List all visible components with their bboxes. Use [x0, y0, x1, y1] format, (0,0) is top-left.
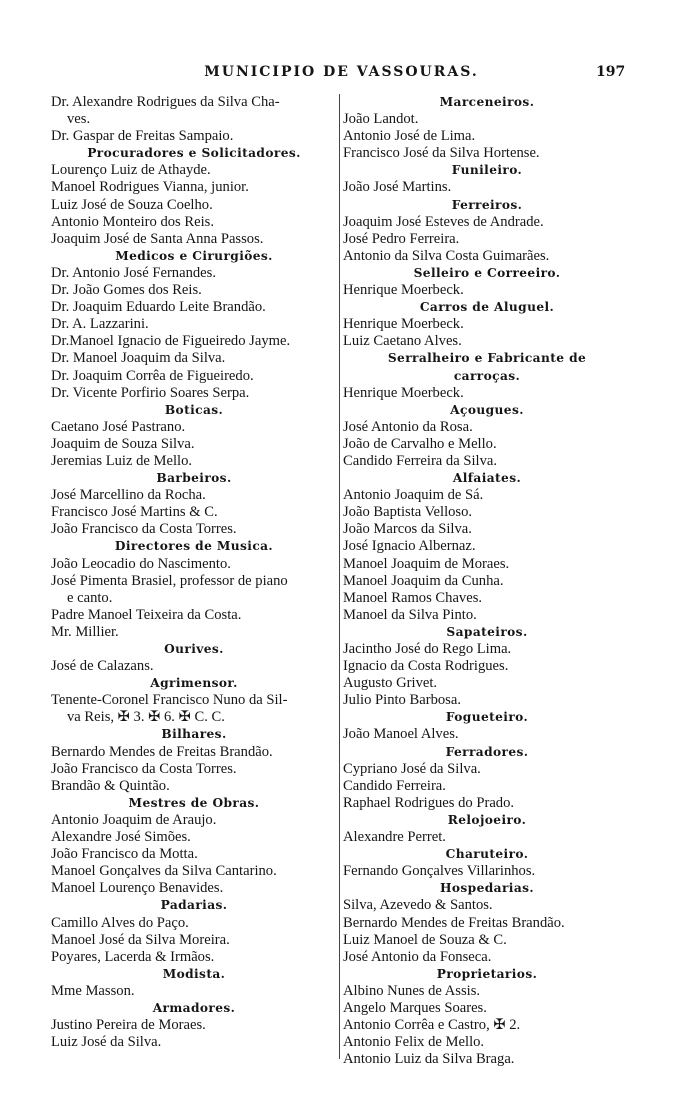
section-heading: Ourives. [164, 642, 224, 656]
directory-entry: José Antonio da Fonseca. [343, 948, 492, 965]
directory-entry: Tenente-Coronel Francisco Nuno da Sil- [51, 692, 288, 709]
section-heading: Sapateiros. [446, 624, 528, 639]
directory-entry: Angelo Marques Soares. [343, 999, 487, 1016]
section-heading: Medicos e Cirurgiões. [115, 248, 273, 263]
directory-entry: Justino Pereira de Moraes. [51, 1017, 206, 1034]
directory-entry: Henrique Moerbeck. [343, 316, 464, 333]
section-heading: Bilhares. [161, 727, 227, 742]
directory-entry: Dr. Antonio José Fernandes. [51, 264, 216, 281]
directory-entry: e canto. [67, 589, 113, 606]
directory-entry: Luiz Caetano Alves. [343, 333, 462, 350]
directory-entry: Candido Ferreira da Silva. [343, 452, 498, 469]
directory-entry: Manoel Lourenço Benavides. [51, 880, 224, 897]
directory-entry: João Marcos da Silva. [343, 521, 472, 538]
directory-entry: ves. [67, 111, 91, 128]
directory-entry: Ignacio da Costa Rodrigues. [343, 658, 509, 675]
directory-entry: João Baptista Velloso. [343, 504, 473, 521]
directory-entry: Jeremias Luiz de Mello. [51, 452, 193, 469]
directory-entry: Antonio Corrêa e Castro, ✠ 2. [343, 1017, 521, 1034]
right-column [343, 94, 631, 1068]
section-heading: Procuradores e Solicitadores. [87, 146, 301, 161]
section-heading: Relojoeiro. [447, 812, 527, 827]
section-heading: Armadores. [152, 1000, 236, 1015]
page-title: MUNICIPIO DE VASSOURAS. [204, 64, 479, 80]
directory-entry: João Francisco da Motta. [51, 846, 198, 863]
section-heading: Mestres de Obras. [128, 795, 260, 810]
directory-entry: Julio Pinto Barbosa. [343, 692, 461, 709]
directory-entry: João José Martins. [343, 179, 452, 196]
directory-entry: Camillo Alves do Paço. [51, 914, 189, 931]
directory-entry: Manoel Ramos Chaves. [343, 589, 483, 606]
directory-entry: Luiz José da Silva. [51, 1034, 162, 1051]
directory-entry: Joaquim José de Santa Anna Passos. [51, 230, 264, 247]
directory-entry: Henrique Moerbeck. [343, 384, 464, 401]
section-heading: Funileiro. [451, 163, 523, 178]
directory-entry: Dr. Gaspar de Freitas Sampaio. [51, 128, 234, 145]
directory-entry: José Pedro Ferreira. [343, 230, 460, 247]
section-heading: Boticas. [164, 402, 224, 417]
directory-entry: João Francisco da Costa Torres. [51, 760, 237, 777]
directory-entry: Dr. Alexandre Rodrigues da Silva Cha- [51, 94, 280, 110]
directory-entry: João Manoel Alves. [343, 726, 459, 743]
directory-entry: Dr. Vicente Porfirio Soares Serpa. [51, 384, 250, 401]
section-heading: Modista. [162, 966, 226, 981]
directory-entry: João Landot. [343, 111, 419, 128]
directory-entry: Dr.Manoel Ignacio de Figueiredo Jayme. [51, 333, 291, 350]
directory-entry: Cypriano José da Silva. [343, 760, 481, 777]
directory-entry: Albino Nunes de Assis. [343, 982, 481, 999]
directory-entry: Francisco José da Silva Hortense. [343, 145, 540, 162]
directory-entry: José Pimenta Brasiel, professor de piano [51, 572, 288, 589]
directory-entry: Joaquim de Souza Silva. [51, 435, 195, 452]
directory-entry: Silva, Azevedo & Santos. [343, 897, 493, 914]
directory-entry: Caetano José Pastrano. [51, 418, 186, 435]
directory-entry: va Reis, ✠ 3. ✠ 6. ✠ C. C. [67, 709, 225, 726]
directory-entry: Manoel Rodrigues Vianna, junior. [51, 179, 249, 196]
section-heading: Ferradores. [445, 744, 529, 759]
section-heading: Ferreiros. [451, 197, 523, 212]
directory-entry: Manoel da Silva Pinto. [343, 606, 477, 623]
directory-entry: Augusto Grivet. [343, 675, 438, 692]
directory-entry: Dr. Manoel Joaquim da Silva. [51, 350, 226, 367]
directory-entry: Alexandre José Simões. [51, 829, 191, 846]
column-divider [339, 94, 340, 1059]
directory-entry: Lourenço Luiz de Athayde. [51, 162, 211, 179]
directory-entry: Brandão & Quintão. [51, 777, 170, 794]
directory-entry: Joaquim José Esteves de Andrade. [343, 213, 544, 230]
directory-entry: Mr. Millier. [51, 623, 119, 640]
section-heading: Directores de Musica. [114, 539, 274, 554]
directory-entry: Manoel Joaquim de Moraes. [343, 555, 510, 572]
directory-entry: Antonio Felix de Mello. [343, 1034, 485, 1051]
section-heading: Proprietarios. [436, 966, 538, 981]
directory-entry: Dr. Joaquim Eduardo Leite Brandão. [51, 299, 266, 316]
directory-entry: Bernardo Mendes de Freitas Brandão. [343, 914, 565, 931]
section-heading: Fogueteiro. [445, 710, 529, 725]
directory-entry: Antonio Joaquim de Araujo. [51, 811, 217, 828]
section-heading: Hospedarias. [439, 881, 535, 896]
directory-entry: Antonio José de Lima. [343, 128, 476, 145]
section-heading: Açougues. [450, 402, 524, 417]
directory-entry: Mme Masson. [51, 982, 135, 999]
directory-entry: Henrique Moerbeck. [343, 282, 464, 299]
directory-entry: Luiz José de Souza Coelho. [51, 196, 213, 213]
directory-entry: João de Carvalho e Mello. [343, 435, 497, 452]
directory-entry: Candido Ferreira. [343, 777, 446, 794]
section-heading: Padarias. [160, 898, 228, 913]
directory-entry: José Antonio da Rosa. [343, 418, 473, 435]
directory-entry: Luiz Manoel de Souza & C. [343, 931, 507, 948]
section-heading: Charuteiro. [445, 847, 529, 862]
directory-entry: Antonio da Silva Costa Guimarães. [343, 247, 550, 264]
directory-entry: Manoel Gonçalves da Silva Cantarino. [51, 863, 277, 880]
directory-entry: Poyares, Lacerda & Irmãos. [51, 948, 215, 965]
directory-entry: Padre Manoel Teixeira da Costa. [51, 606, 242, 623]
directory-entry: Fernando Gonçalves Villarinhos. [343, 863, 536, 880]
directory-entry: Dr. Joaquim Corrêa de Figueiredo. [51, 367, 254, 384]
section-heading: Selleiro e Correeiro. [413, 265, 561, 280]
directory-entry: Manoel José da Silva Moreira. [51, 931, 230, 948]
directory-entry: Antonio Luiz da Silva Braga. [343, 1051, 515, 1068]
directory-entry: José Marcellino da Rocha. [51, 487, 206, 504]
section-heading: carroças. [453, 368, 521, 383]
directory-entry: Antonio Monteiro dos Reis. [51, 213, 214, 230]
directory-entry: Dr. A. Lazzarini. [51, 316, 149, 333]
section-heading: Barbeiros. [156, 471, 232, 486]
directory-entry: José Ignacio Albernaz. [343, 538, 476, 555]
page-header [0, 64, 683, 84]
directory-entry: Dr. João Gomes dos Reis. [51, 282, 202, 299]
directory-entry: Manoel Joaquim da Cunha. [343, 572, 504, 589]
directory-entry: Jacintho José do Rego Lima. [343, 641, 512, 657]
section-heading: Serralheiro e Fabricante de [387, 351, 587, 366]
directory-entry: Francisco José Martins & C. [51, 504, 218, 521]
page-number: 197 [596, 64, 626, 80]
directory-entry: Alexandre Perret. [343, 829, 446, 846]
directory-entry: Antonio Joaquim de Sá. [343, 487, 484, 504]
section-heading: Agrimensor. [150, 676, 238, 691]
directory-entry: Raphael Rodrigues do Prado. [343, 794, 515, 811]
section-heading: Carros de Aluguel. [419, 300, 555, 315]
left-column [51, 94, 337, 1051]
section-heading: Marceneiros. [439, 95, 535, 109]
directory-entry: José de Calazans. [51, 658, 154, 675]
directory-entry: Bernardo Mendes de Freitas Brandão. [51, 743, 273, 760]
directory-entry: João Francisco da Costa Torres. [51, 521, 237, 538]
directory-entry: João Leocadio do Nascimento. [51, 555, 231, 572]
section-heading: Alfaiates. [452, 471, 522, 486]
